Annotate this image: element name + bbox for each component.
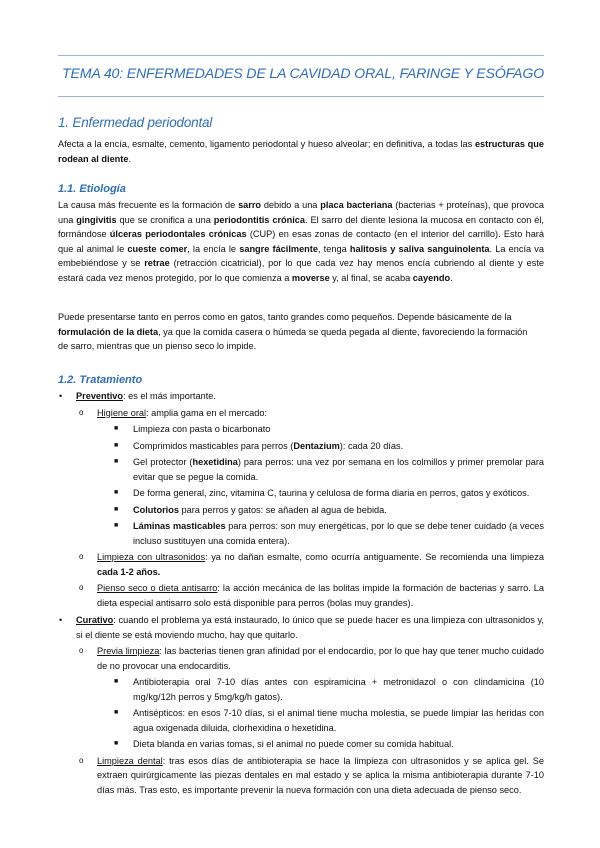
emphasis-text: úlceras periodontales crónicas bbox=[109, 229, 247, 239]
sub-sub-bullet-item bbox=[0, 503, 544, 518]
emphasis-text: halitosis y saliva sanguinolenta bbox=[349, 243, 490, 254]
sub-bullet-item bbox=[0, 406, 544, 421]
text-run: , la encía le bbox=[187, 243, 240, 254]
top-divider bbox=[58, 55, 544, 56]
text-run: (CUP) en esas zonas de contacto (en el interior del carrillo). Esto hará que al animal le bbox=[58, 229, 544, 254]
emphasis-text: gingivitis bbox=[76, 214, 117, 225]
text-run: ): cada 20 días. bbox=[339, 440, 404, 451]
sub-bullet-item bbox=[0, 581, 544, 610]
circle-marker-icon: o bbox=[79, 646, 84, 655]
text-run: Gel protector ( bbox=[133, 457, 193, 467]
text-run: Antisépticos: en esos 7-10 días, si el animal tiene mucha molestia, se puede limpiar las heridas con agua oxigenada diluida, clorhexidina o hexetidina. bbox=[133, 708, 544, 733]
circle-marker-icon: o bbox=[79, 552, 84, 561]
bullet-item bbox=[0, 613, 544, 642]
emphasis-text: Colutorios bbox=[133, 504, 179, 515]
emphasis-text: Limpieza dental bbox=[97, 755, 163, 766]
emphasis-text: Preventivo bbox=[76, 391, 123, 401]
emphasis-text: Dentazium bbox=[293, 440, 340, 451]
bullet-marker-icon: • bbox=[59, 391, 63, 401]
emphasis-text bbox=[76, 615, 113, 625]
text-run: Antibioterapia oral 7-10 días antes con espiramicina + metronidazol o con clindamicina (10 mg/kg/12h perros y 5mg/kg/h gatos). bbox=[133, 677, 544, 702]
emphasis-text: hexetidina bbox=[192, 457, 238, 467]
text-run: (bacterias + proteínas), que provoca una bbox=[58, 200, 544, 225]
text-run: : la acción mecánica de las bolitas impide la formación de bacterias y sarro. La dieta especial antisarro solo está disponible para perros (bolas muy grandes). bbox=[97, 583, 544, 608]
subsection-heading-tratamiento: 1.2. Tratamiento bbox=[58, 374, 143, 386]
emphasis-text: moverse bbox=[291, 272, 330, 283]
section-heading-enfermedad-periodontal: 1. Enfermedad periodontal bbox=[58, 115, 213, 130]
square-marker-icon: ■ bbox=[114, 709, 119, 716]
subsection-heading-etiologia: 1.1. Etiología bbox=[58, 183, 126, 195]
square-marker-icon: ■ bbox=[114, 441, 119, 449]
square-marker-icon: ■ bbox=[114, 678, 119, 685]
text-run: Dieta blanda en varias tomas, si el animal no puede comer su comida habitual. bbox=[133, 739, 454, 749]
square-marker-icon: ■ bbox=[114, 505, 119, 513]
sub-sub-bullet-item bbox=[0, 519, 544, 548]
emphasis-text: cayendo bbox=[412, 272, 451, 283]
circle-marker-icon: o bbox=[79, 407, 84, 417]
bullet-item bbox=[0, 389, 544, 404]
emphasis-text: retrae bbox=[144, 258, 170, 268]
square-marker-icon: ■ bbox=[114, 425, 119, 432]
emphasis-text: placa bacteriana bbox=[320, 200, 393, 210]
text-run: : las bacterias tienen gran afinidad por el endocardio, por lo que hay que tener mucho cuidado de no provocar una endocarditis. bbox=[97, 646, 544, 671]
sub-sub-bullet-item bbox=[0, 455, 544, 484]
emphasis-text: formulación de la dieta bbox=[58, 326, 159, 337]
emphasis-text: cada 1-2 años. bbox=[97, 566, 161, 577]
text-run: Afecta a la encía, esmalte, cemento, ligamento periodontal y hueso alveolar; en definitiva, a todas las bbox=[58, 139, 475, 149]
emphasis-text: sarro bbox=[238, 200, 262, 210]
emphasis-text: Higiene oral bbox=[97, 407, 147, 418]
square-marker-icon: ■ bbox=[114, 489, 119, 496]
text-run: , tenga bbox=[317, 243, 350, 254]
emphasis-text bbox=[76, 391, 123, 401]
sub-sub-bullet-item bbox=[0, 422, 544, 437]
text-run: debido a una bbox=[261, 200, 321, 210]
sub-sub-bullet-item bbox=[0, 706, 544, 735]
sub-sub-bullet-item bbox=[0, 439, 544, 454]
text-run: y, al final, se acaba bbox=[329, 272, 413, 283]
text-run: para perros y gatos: se añaden al agua de bebida. bbox=[178, 504, 387, 515]
page-title: TEMA 40: ENFERMEDADES DE LA CAVIDAD ORAL, FARINGE Y ESÓFAGO bbox=[62, 66, 544, 82]
sub-bullet-item bbox=[0, 550, 544, 579]
text-run: : es el más importante. bbox=[122, 391, 216, 401]
text-run: : ya no dañan esmalte, como ocurría antiguamente. Se recomienda una limpieza bbox=[205, 552, 544, 562]
text-run: Puede presentarse tanto en perros como en gatos, tanto grandes como pequeños. Depende básicamente de la bbox=[58, 312, 512, 322]
tratamiento-list bbox=[0, 389, 600, 797]
square-marker-icon: ■ bbox=[114, 458, 119, 465]
etiologia-paragraph-1 bbox=[58, 198, 544, 285]
sub-sub-bullet-item bbox=[0, 486, 544, 501]
square-marker-icon: ■ bbox=[114, 522, 119, 529]
text-run: ) para perros: una vez por semana en los colmillos y primer premolar para evitar que se pegue la comida. bbox=[133, 457, 545, 482]
text-run: . bbox=[450, 272, 453, 283]
intro-paragraph bbox=[58, 137, 544, 166]
emphasis-text: estructuras que rodean al diente bbox=[58, 139, 545, 164]
text-run: La causa más frecuente es la formación de bbox=[58, 200, 239, 210]
emphasis-text: Pienso seco o dieta antisarro bbox=[97, 583, 218, 593]
text-run: : amplia gama en el mercado: bbox=[146, 407, 268, 418]
circle-marker-icon: o bbox=[79, 755, 84, 765]
square-marker-icon: ■ bbox=[114, 740, 119, 747]
sub-bullet-item bbox=[0, 754, 544, 798]
emphasis-text: Curativo bbox=[76, 615, 114, 625]
text-run: : cuando el problema ya está instaurado, lo único que se puede hacer es una limpieza con ultrasonidos y, si el diente se está moviendo mucho, hay que quitarlo. bbox=[76, 615, 544, 640]
text-run: . El sarro del diente lesiona la mucosa en contacto con él, formándose bbox=[58, 214, 544, 239]
sub-sub-bullet-item bbox=[0, 737, 544, 752]
sub-sub-bullet-item bbox=[0, 675, 544, 704]
text-run: para perros: son muy energéticas, por lo que se debe tener cuidado (a veces incluso sustituyen una comida entera). bbox=[133, 521, 544, 546]
sub-bullet-item bbox=[0, 644, 544, 673]
text-run: Comprimidos masticables para perros ( bbox=[133, 440, 294, 451]
emphasis-text: Previa limpieza bbox=[97, 646, 160, 656]
text-run: De forma general, zinc, vitamina C, taurina y celulosa de forma diaria en perros, gatos y exóticos. bbox=[133, 488, 530, 498]
text-run: Limpieza con pasta o bicarbonato bbox=[133, 424, 271, 434]
text-run: . La encía va embebiéndose y se bbox=[58, 243, 544, 268]
emphasis-text: Láminas masticables bbox=[133, 521, 226, 531]
emphasis-text: cueste comer bbox=[127, 243, 188, 254]
circle-marker-icon: o bbox=[79, 583, 84, 592]
text-run: (retracción cicatricial), por lo que cada vez hay menos encía cubriendo al diente y este estará cada vez menos protegido, por lo que comienza a bbox=[58, 258, 544, 283]
emphasis-text: periodontitis crónica bbox=[213, 214, 306, 225]
etiologia-paragraph-2 bbox=[58, 310, 538, 354]
text-run: , ya que la comida casera o húmeda se queda pegada al diente, favoreciendo la formación de sarro, mientras que un pienso seco lo impide. bbox=[58, 326, 528, 351]
text-run: que se cronifica a una bbox=[116, 214, 214, 225]
text-run: : tras esos días de antibioterapia se hace la limpieza con ultrasonidos y se aplica gel. Se extraen quirúrgicamente las piezas dentales en mal estado y se aplica la misma antibioterapia durante 7-10 días más. Tras esto, es importante prevenir la nueva formación con una dieta adecuada de pienso seco. bbox=[97, 755, 544, 795]
title-divider bbox=[58, 96, 544, 97]
emphasis-text: Limpieza con ultrasonidos bbox=[97, 552, 206, 562]
text-run: . bbox=[128, 153, 132, 164]
bullet-marker-icon: • bbox=[59, 615, 63, 625]
emphasis-text: sangre fácilmente bbox=[239, 243, 318, 254]
